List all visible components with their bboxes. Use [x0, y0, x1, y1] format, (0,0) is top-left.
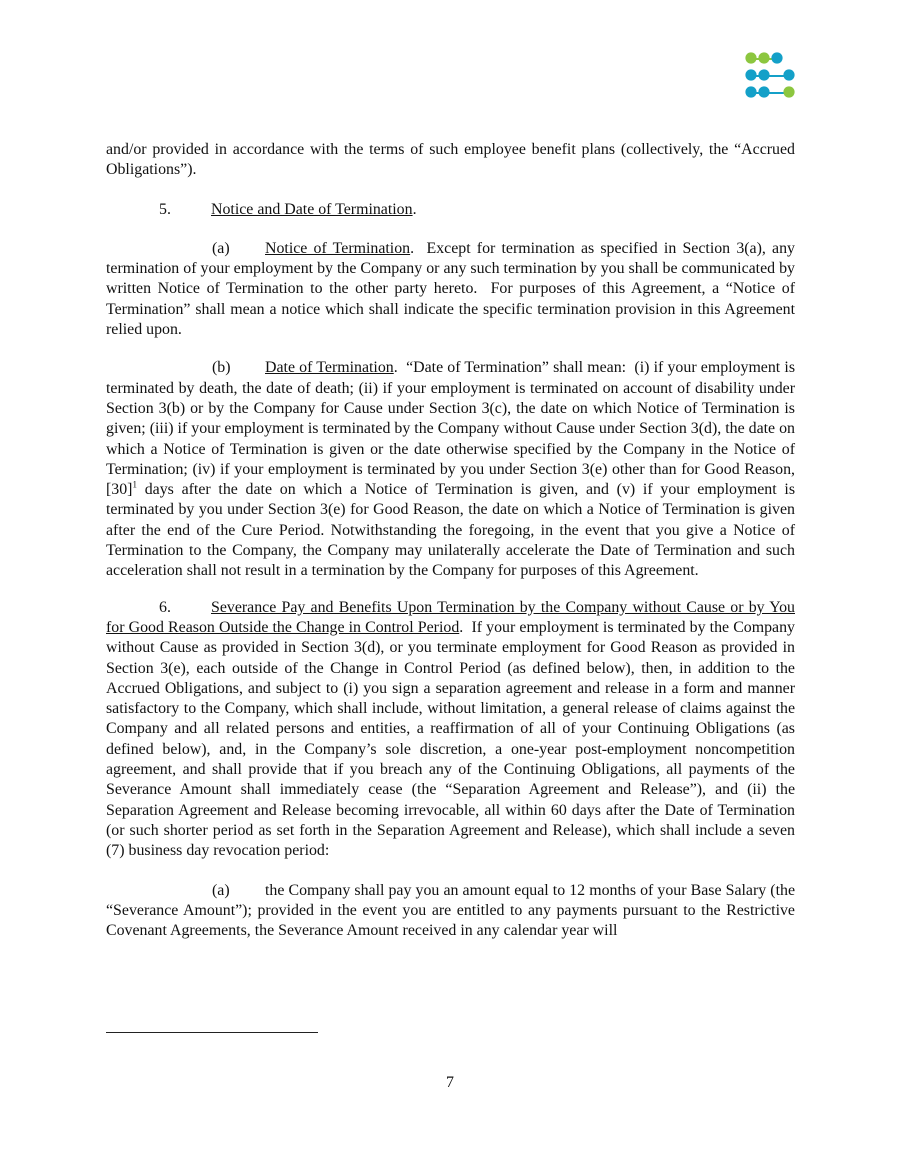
- subsection-body-continued: days after the date on which a Notice of Termination is given, and (v) if your employment is terminated by you under Section 3(e) for Good Reason, the date on which a Notice of Termination is given after the end of the Cure Period. Notwithstanding the foregoing, in the event that you give a Notice of Termination to the Company, the Company may unilaterally accelerate the Date of Termination and such acceleration shall not result in a termination by the Company for purposes of this Agreement.: [106, 481, 795, 580]
- subsection-body: “Date of Termination” shall mean: (i) if your employment is terminated by death, the date of death; (ii) if your employment is terminated on account of disability under Section 3(b) or by the Company for Cause under Section 3(c), the date on which Notice of Termination is given; (iii) if your employment is terminated by the Company without Cause under Section 3(d), the date on which a Notice of Termination is given or the date otherwise specified by the Company in the Notice of Termination; (iv) if your employment is terminated by you under Section 3(e) other than for Good Reason, [30]: [106, 359, 799, 499]
- logo-dot: [783, 86, 794, 97]
- punctuation: .: [410, 239, 415, 257]
- intro-paragraph: and/or provided in accordance with the terms of such employee benefit plans (collectively, the “Accrued Obligations”).: [106, 141, 795, 179]
- subsection-label: (b): [212, 359, 231, 377]
- punctuation: .: [459, 618, 464, 636]
- page-body: [106, 140, 799, 941]
- punctuation: .: [412, 200, 417, 218]
- logo-dot: [758, 86, 769, 97]
- subsection-body: Except for termination as specified in Section 3(a), any termination of your employment by the Company or any such termination by you shall be communicated by written Notice of Termination to the other party hereto. For purposes of this Agreement, a “Notice of Termination” shall mean a notice which shall indicate the specific termination provision in this Agreement relied upon.: [106, 239, 799, 339]
- logo-dot: [758, 69, 769, 80]
- section-number: 6.: [159, 598, 171, 616]
- section-title: Severance Pay and Benefits Upon Termination by the Company without Cause or by You for Good Reason Outside the Change in Control Period: [106, 598, 795, 636]
- logo-dot: [771, 52, 782, 63]
- section-number: 5.: [159, 200, 171, 218]
- section-5-heading: [106, 200, 795, 220]
- subsection-title: Notice of Termination: [265, 239, 411, 257]
- subsection-title: Date of Termination: [265, 359, 394, 377]
- company-logo: [744, 50, 796, 100]
- section-body: If your employment is terminated by the Company without Cause as provided in Section 3(d), or you terminate employment for Good Reason as provided in Section 3(e), each outside of the Change in Control Period (as defined below), then, in addition to the Accrued Obligations, and subject to (i) you sign a separation agreement and release in a form and manner satisfactory to the Company, which shall include, without limitation, a general release of claims against the Company and all related persons and entities, a reaffirmation of all of your Continuing Obligations (as defined below), and, in the Company’s sole discretion, a one-year post-employment noncompetition agreement, and shall provide that if you breach any of the Continuing Obligations, all payments of the Severance Amount shall immediately cease (the “Separation Agreement and Release”), and (ii) the Separation Agreement and Release becoming irrevocable, all within 60 days after the Date of Termination (or such shorter period as set forth in the Separation Agreement and Release), which shall include a seven (7) business day revocation period:: [106, 618, 799, 860]
- section-5b-paragraph: [106, 358, 799, 581]
- section-6a-paragraph: [106, 881, 795, 942]
- logo-dot: [745, 86, 756, 97]
- section-6-paragraph: [106, 598, 799, 862]
- page-number: 7: [446, 1074, 454, 1091]
- logo-dot: [783, 69, 794, 80]
- section-title: Notice and Date of Termination: [211, 200, 413, 218]
- subsection-label: (a): [212, 239, 230, 257]
- footnote-reference[interactable]: 1: [132, 479, 137, 490]
- logo-dot: [758, 52, 769, 63]
- punctuation: .: [393, 359, 398, 377]
- section-5a-paragraph: [106, 239, 799, 340]
- logo-dot: [745, 69, 756, 80]
- logo-dot: [745, 52, 756, 63]
- subsection-body: the Company shall pay you an amount equal to 12 months of your Base Salary (the “Severance Amount”); provided in the event you are entitled to any payments pursuant to the Restrictive Covenant Agreements, the Severance Amount received in any calendar year will: [106, 881, 795, 940]
- subsection-label: (a): [212, 881, 230, 899]
- footnote-separator: [106, 1032, 318, 1033]
